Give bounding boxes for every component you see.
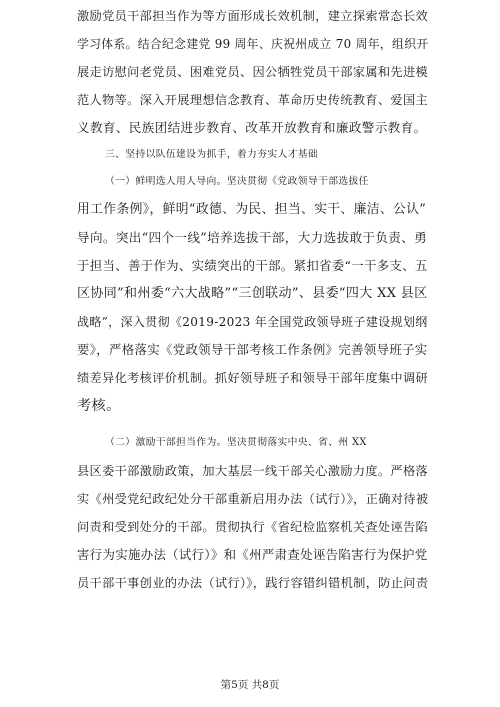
body-text-line: 实《州受党纪政纪处分干部重新启用办法（试行）》，正确对待被: [77, 492, 429, 506]
body-text-line: 员干部干事创业的办法（试行）》，践行容错纠错机制，防止问责: [77, 576, 429, 590]
body-text-line: 害行为实施办法（试行）》和《州严肃查处诬告陷害行为保护党: [77, 547, 428, 562]
page-number-footer: 第5页 共8页: [220, 679, 280, 691]
body-text-line: 区协同”和州委“六大战略”“三创联动”、县委“四大 XX 县区: [77, 286, 428, 301]
body-text-line: 考核。: [77, 398, 121, 414]
subsection-first-line: （二）激励干部担当作为。坚决贯彻落实中央、省、州 XX: [105, 437, 367, 448]
body-text-line: 问责和受到处分的干部。贯彻执行《省纪检监察机关查处诬告陷: [77, 520, 429, 534]
body-text-line: 绩差异化考核评价机制。抓好领导班子和领导干部年度集中调研: [77, 371, 429, 385]
body-text-line: 导向。突出“四个一线”培养选拔干部，大力选拔敢于负责、勇: [77, 230, 428, 245]
section-heading: 三、坚持以队伍建设为抓手，着力夯实人才基础: [105, 149, 319, 160]
body-text-line: 于担当、善于作为、实绩突出的干部。紧扣省委“一干多支、五: [77, 258, 428, 273]
body-text-line: 县区委干部激励政策，加大基层一线干部关心激励力度。严格落: [77, 464, 429, 478]
body-text-line: 激励党员干部担当作为等方面形成长效机制，建立探索常态长效: [77, 9, 429, 23]
body-text-line: 战略”，深入贯彻《2019-2023 年全国党政领导班子建设规划纲: [77, 315, 428, 329]
body-text-line: 展走访慰问老党员、困难党员、因公牺牲党员干部家属和先进模: [77, 65, 429, 79]
body-text-line: 用工作条例》，鲜明“政德、为民、担当、实干、廉洁、公认”: [77, 202, 427, 217]
body-text-line: 范人物等。深入开展理想信念教育、革命历史传统教育、爱国主: [77, 93, 429, 107]
body-text-line: 义教育、民族团结进步教育、改革开放教育和廉政警示教育。: [77, 120, 427, 135]
subsection-first-line: （一）鲜明选人用人导向。坚决贯彻《党政领导干部选拔任: [105, 176, 369, 187]
body-text-line: 学习体系。结合纪念建党 99 周年、庆祝州成立 70 周年，组织开: [77, 37, 429, 51]
body-text-line: 要》，严格落实《党政领导干部考核工作条例》完善领导班子实: [77, 342, 428, 357]
